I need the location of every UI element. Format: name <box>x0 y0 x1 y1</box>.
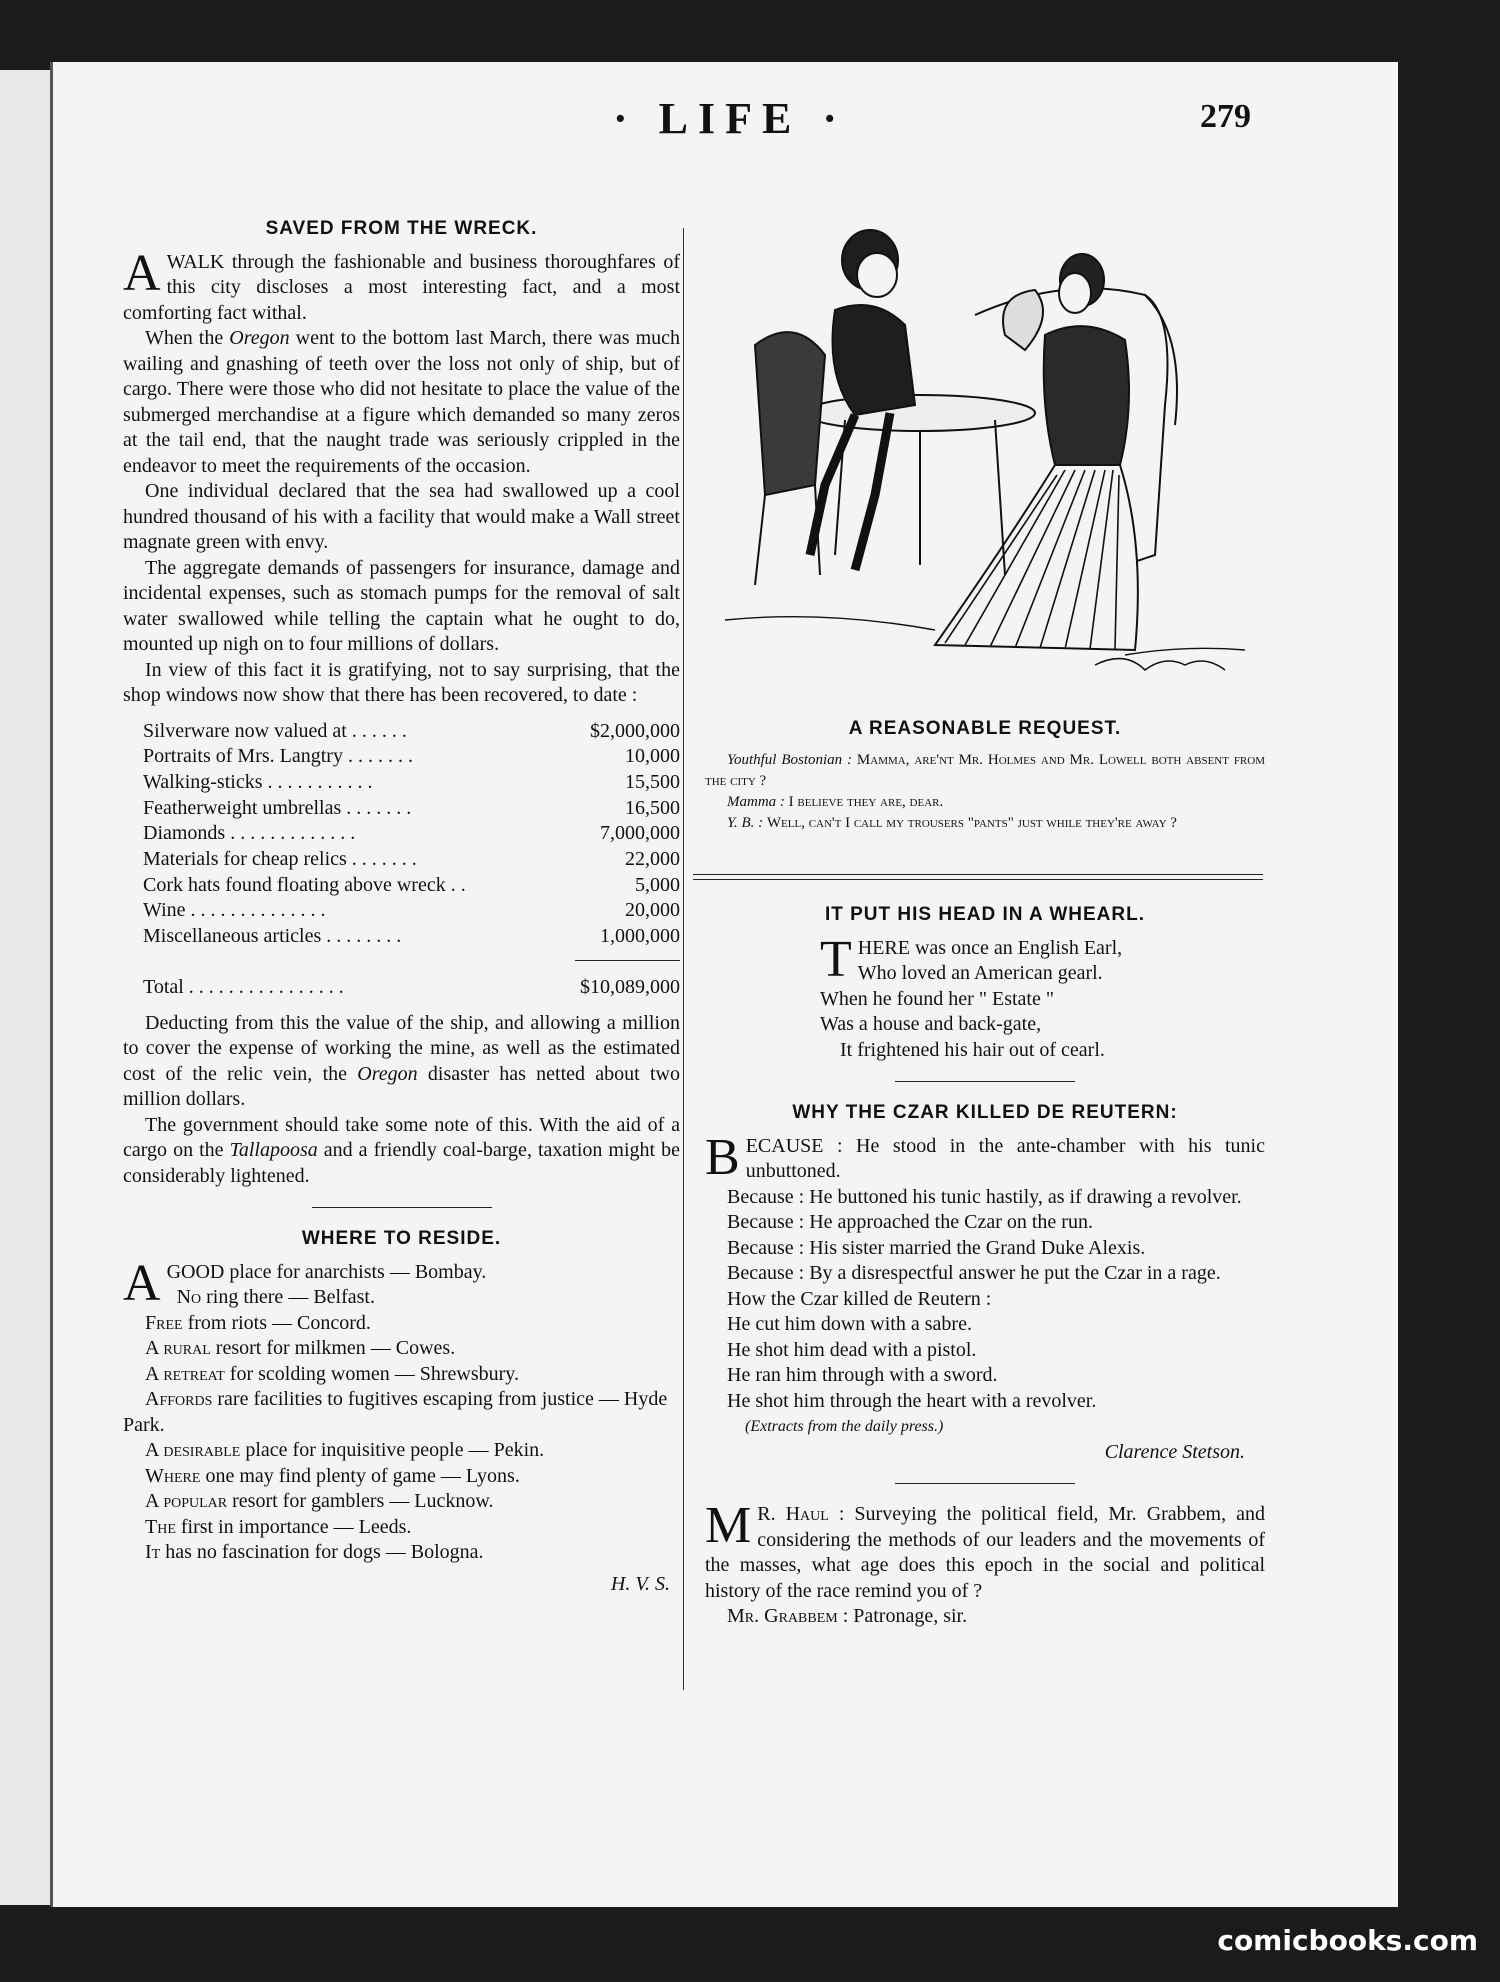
paragraph: In view of this fact it is gratifying, not to say surprising, that the shop windows now show that there has been recovered, to date : <box>123 658 680 706</box>
paragraph: How the Czar killed de Reutern : <box>727 1287 992 1310</box>
masthead: · LIFE · <box>612 94 848 143</box>
total-amount: $10,089,000 <box>580 975 680 998</box>
cartoon-title: A REASONABLE REQUEST. <box>848 718 1122 739</box>
list-item: A retreat for scolding women — Shrewsbury. <box>145 1362 519 1385</box>
paragraph: Deducting from this the value of the ship, and allowing a million to cover the expense of working the mine, as well as the estimated cost of the relic vein, the Oregon disaster has netted about two million dollars. <box>123 1011 680 1111</box>
table-row: Miscellaneous articles . . . . . . . . 1,000,000 <box>143 925 680 948</box>
paragraph: He shot him dead with a pistol. <box>727 1338 977 1361</box>
paragraph: Mr. Grabbem : Patronage, sir. <box>727 1605 968 1627</box>
paragraph: M R. Haul : Surveying the political field, Mr. Grabbem, and considering the methods of our leaders and the movements of the masses, what age does this epoch in the social and political history of the race remind you of ? <box>705 1497 1265 1602</box>
list-item: It has no fascination for dogs — Bologna. <box>145 1541 484 1564</box>
paragraph: AWALK through the fashionable and business thoroughfares of this city discloses a most interesting fact, and a most comforting fact withal. <box>123 244 680 324</box>
article-title: SAVED FROM THE WRECK. <box>265 218 538 239</box>
cartoon-illustration <box>705 225 1260 705</box>
double-rule <box>693 874 1263 880</box>
right-column <box>705 716 1265 834</box>
book-spine <box>0 70 56 1905</box>
signature: Clarence Stetson. <box>1104 1440 1245 1463</box>
paragraph: One individual declared that the sea had swallowed up a cool hundred thousand of his with a facility that would make a Wall street magnate green with envy. <box>123 480 680 553</box>
table-row: Portraits of Mrs. Langtry . . . . . . . 10,000 <box>143 745 680 768</box>
poem-line: It frightened his hair out of cearl. <box>840 1038 1105 1061</box>
page-number: 279 <box>1200 98 1251 135</box>
signature: H. V. S. <box>610 1572 670 1595</box>
list-item: A rural resort for milkmen — Cowes. <box>145 1337 456 1360</box>
paragraph: Because : By a disrespectful answer he put the Czar in a rage. <box>727 1262 1221 1284</box>
poem <box>705 930 1265 1064</box>
total-rule <box>575 960 680 961</box>
drop-cap: B <box>705 1128 740 1186</box>
table-row: Walking-sticks . . . . . . . . . . . 15,500 <box>143 770 680 793</box>
poem-line: THERE was once an English Earl, <box>820 930 1123 988</box>
total-row <box>123 975 680 1001</box>
list-item: Affords rare facilities to fugitives escaping from justice — Hyde Park. <box>123 1388 668 1436</box>
table-row: Silverware now valued at . . . . . . $2,000,000 <box>143 719 680 742</box>
cartoon-caption: Youthful Bostonian : Mamma, are'nt Mr. Holmes and Mr. Lowell both absent from the city ? Mamma : I believe they are, dear. Y. B. : Well, can't I call my trousers "pants" just while they're away ? <box>705 751 1265 831</box>
watermark: comicbooks.com <box>1217 1924 1478 1957</box>
paragraph: BECAUSE : He stood in the ante-chamber with his tunic unbuttoned. <box>705 1128 1265 1186</box>
poem-line: Was a house and back-gate, <box>820 1013 1042 1035</box>
list-item: A desirable place for inquisitive people — Pekin. <box>145 1439 545 1462</box>
left-column <box>123 216 680 1597</box>
paragraph: Because : He approached the Czar on the run. <box>727 1211 1093 1233</box>
list-item: Free from riots — Concord. <box>145 1311 371 1334</box>
list-item: A popular resort for gamblers — Lucknow. <box>145 1490 494 1513</box>
drop-cap: M <box>705 1497 752 1554</box>
column-divider <box>683 228 684 1690</box>
poem-line: When he found her " Estate " <box>820 987 1055 1010</box>
paragraph: Because : He buttoned his tunic hastily, as if drawing a revolver. <box>727 1185 1242 1208</box>
right-column-lower <box>705 902 1265 1630</box>
paragraph: He cut him down with a sabre. <box>727 1313 972 1335</box>
paragraph: He shot him through the heart with a revolver. <box>727 1389 1097 1412</box>
poem-title: IT PUT HIS HEAD IN A WHEARL. <box>824 904 1146 925</box>
article-title: WHY THE CZAR KILLED DE REUTERN: <box>792 1102 1178 1123</box>
section-rule <box>895 1483 1075 1484</box>
list-item: The first in importance — Leeds. <box>145 1515 412 1538</box>
recovered-items-table <box>123 719 680 950</box>
paragraph: He ran him through with a sword. <box>727 1364 998 1386</box>
drop-cap: T <box>820 930 852 988</box>
drop-cap: A <box>123 1254 161 1312</box>
drop-cap: A <box>123 244 161 302</box>
article-title: WHERE TO RESIDE. <box>301 1228 502 1250</box>
total-label: Total . . . . . . . . . . . . . . . . <box>143 975 344 998</box>
table-row: Featherweight umbrellas . . . . . . . 16,500 <box>143 796 680 819</box>
reside-list <box>123 1254 680 1566</box>
list-item: Where one may find plenty of game — Lyons. <box>145 1464 520 1487</box>
table-row: Diamonds . . . . . . . . . . . . . 7,000,000 <box>143 822 680 845</box>
paragraph: Because : His sister married the Grand Duke Alexis. <box>727 1236 1146 1259</box>
list-item: AGOOD place for anarchists — Bombay. No ring there — Belfast. <box>123 1254 487 1312</box>
poem-line: Who loved an American gearl. <box>857 962 1103 984</box>
table-row: Cork hats found floating above wreck . . 5,000 <box>143 873 680 896</box>
paragraph: The government should take some note of this. With the aid of a cargo on the Tallapoosa and a friendly coal-barge, taxation might be considerably lightened. <box>123 1113 680 1187</box>
paragraph: When the Oregon went to the bottom last March, there was much wailing and gnashing of teeth over the loss not only of ship, but of cargo. There were those who did not hesitate to place the value of the submerged merchandise at a figure which demanded so many zeros at the tail end, that the naught trade was seriously crippled in the endeavor to meet the requirements of the occasion. <box>123 327 681 477</box>
section-rule <box>312 1207 492 1208</box>
source-note: (Extracts from the daily press.) <box>745 1418 944 1435</box>
table-row: Materials for cheap relics . . . . . . . 22,000 <box>143 848 680 871</box>
paragraph: The aggregate demands of passengers for insurance, damage and incidental expenses, such as stomach pumps for the removal of salt water swallowed while telling the captain what he ought to do, mounted up nigh on to four millions of dollars. <box>123 556 680 655</box>
table-row: Wine . . . . . . . . . . . . . . 20,000 <box>143 899 680 922</box>
section-rule <box>895 1081 1075 1082</box>
